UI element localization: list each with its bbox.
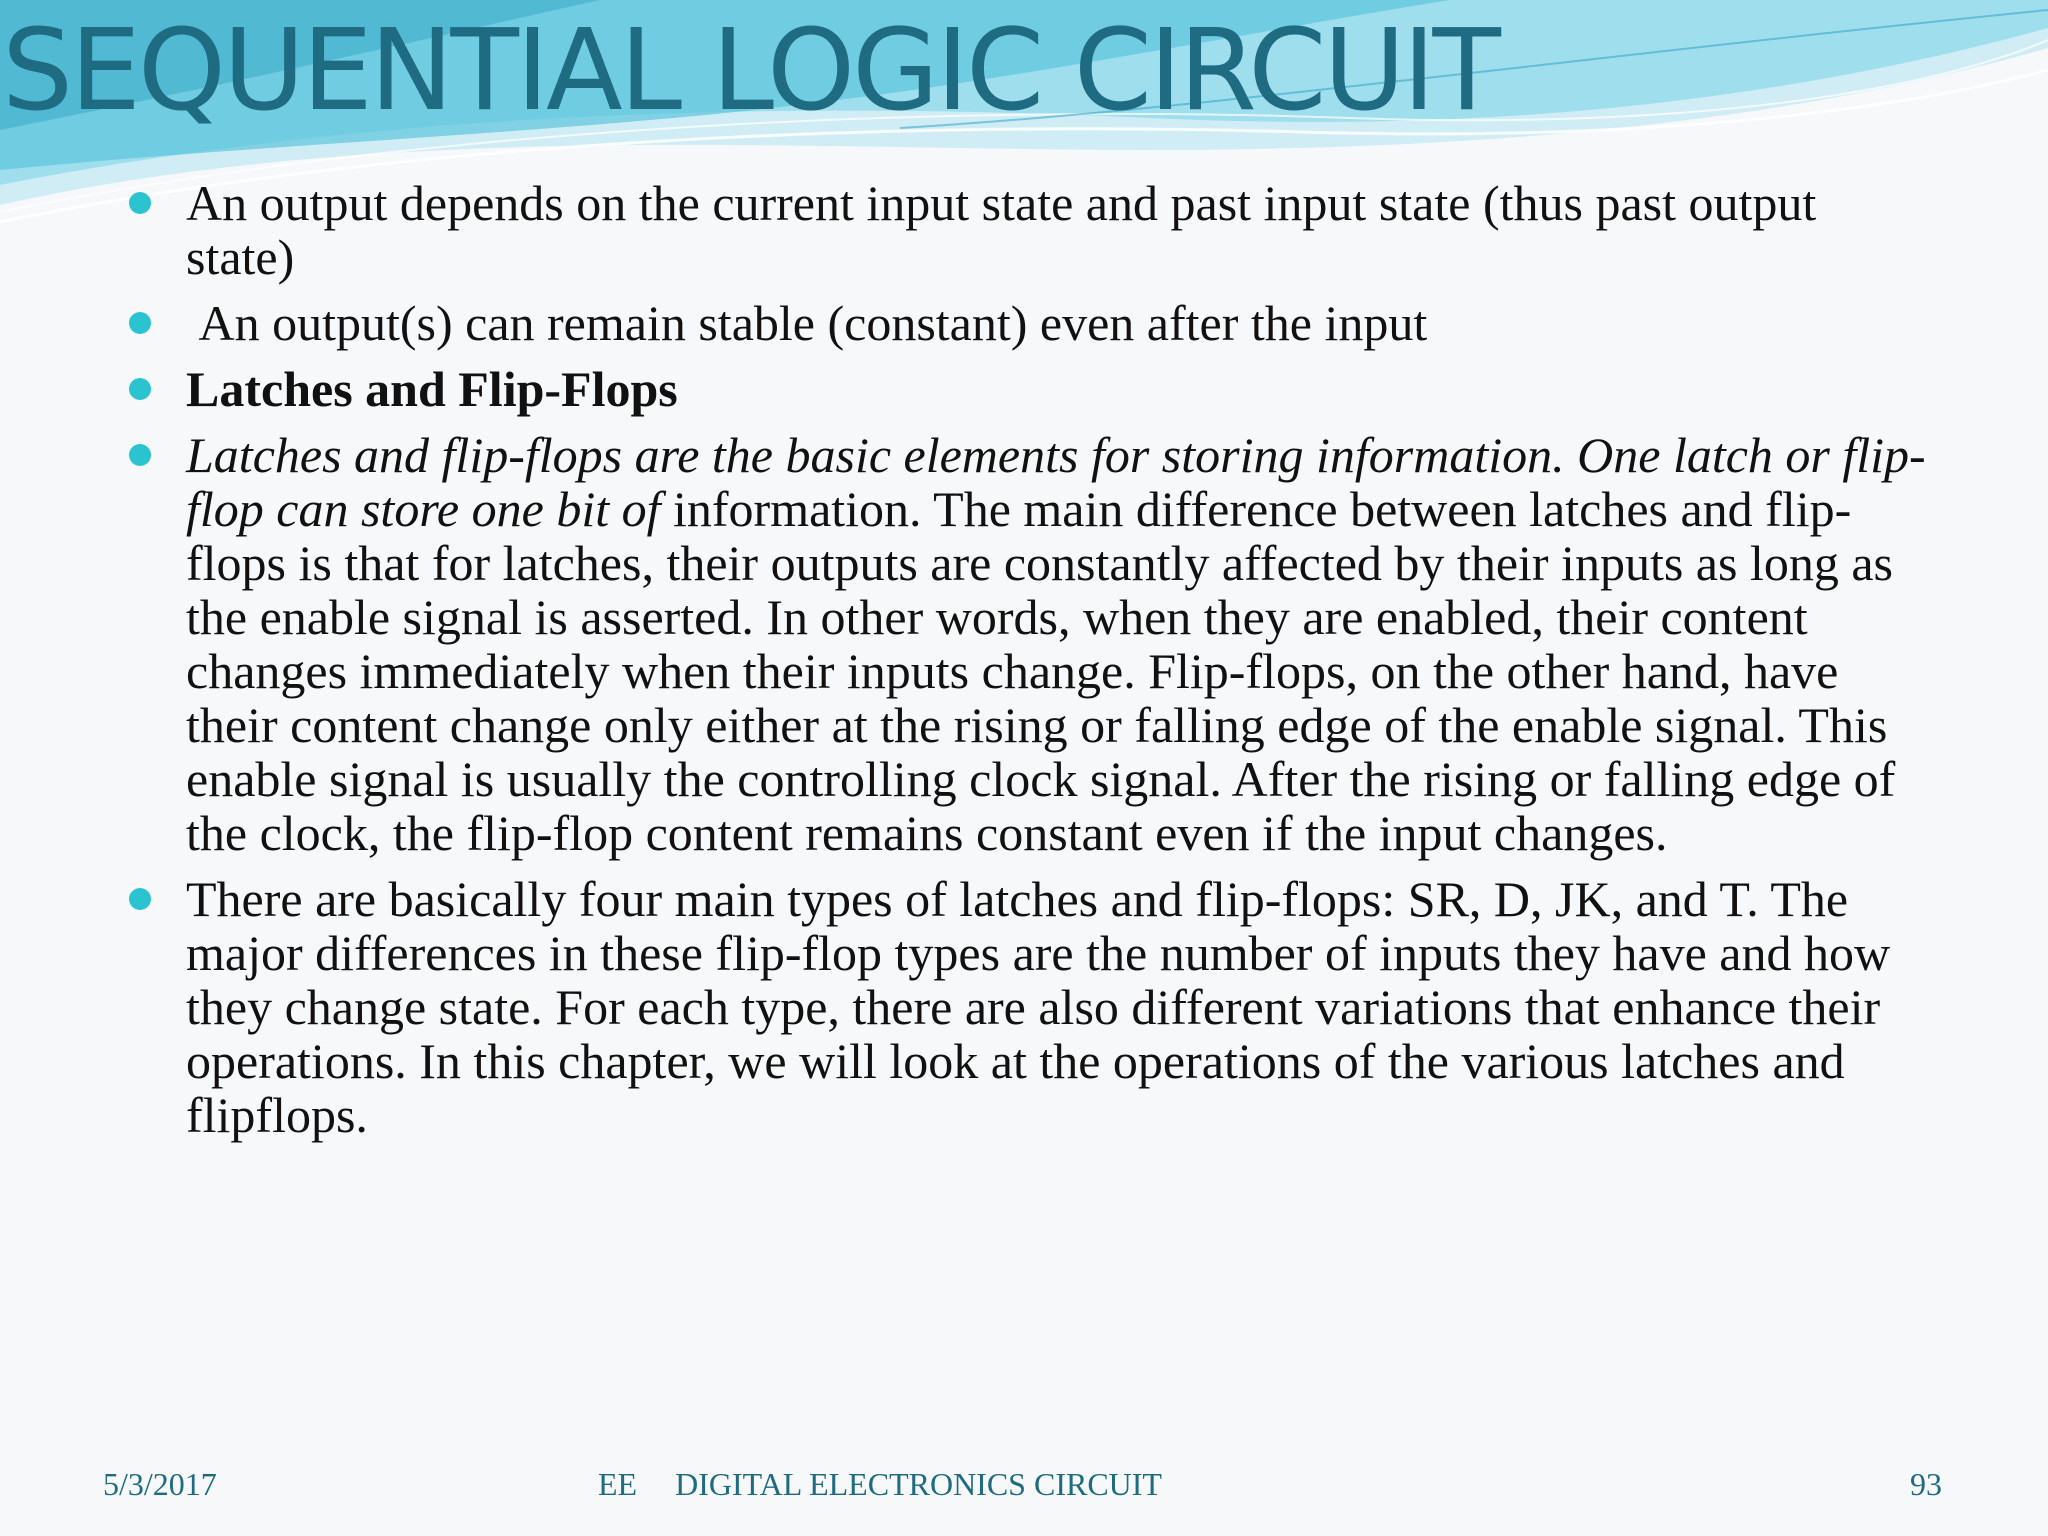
bullet-output-stable: [128, 296, 1928, 350]
footer-page-number: 93: [1910, 1466, 1942, 1502]
bullet-dot-icon: [129, 192, 151, 214]
bullet-text: An output(s) can remain stable (constant) even after the input: [186, 295, 1428, 351]
footer-date: 5/3/2017: [103, 1466, 217, 1502]
bullet-flipflop-types: [128, 872, 1928, 1142]
bullet-dot-icon: [129, 378, 151, 400]
slide-title: SEQUENTIAL LOGIC CIRCUIT: [2, 6, 1498, 136]
bullet-dot-icon: [129, 312, 151, 334]
bullet-dot-icon: [129, 444, 151, 466]
bullet-text: An output depends on the current input state and past input state (thus past output state): [186, 175, 1817, 285]
bullet-output-depends: [128, 176, 1928, 284]
bullet-latches-heading: [128, 362, 1928, 416]
bullet-text: There are basically four main types of latches and flip-flops: SR, D, JK, and T. The major differences in these flip-flop types are the number of inputs they have and how they change state. For each type, there are also different variations that enhance their operations. In this chapter, we will look at the operations of the various latches and flipflops.: [186, 871, 1891, 1143]
bullet-text: Latches and Flip-Flops: [186, 361, 678, 417]
bullet-dot-icon: [129, 888, 151, 910]
bullet-latches-description: [128, 428, 1928, 860]
footer-course-name: DIGITAL ELECTRONICS CIRCUIT: [675, 1466, 1162, 1502]
footer-course: [598, 1466, 1162, 1503]
bullet-list: [128, 176, 1928, 1142]
footer-dept: EE: [598, 1466, 638, 1502]
bullet-text-italic: Latches and flip-flops are the basic elements for storing information. One latch or flip-flop can store one bit of: [186, 427, 1926, 537]
slide-content: [128, 176, 1928, 1154]
bullet-text: information. The main difference between latches and flip-flops is that for latches, their outputs are constantly affected by their inputs as long as the enable signal is asserted. In other words, when they are enabled, their content changes immediately when their inputs change. Flip-flops, on the other hand, have their content change only either at the rising or falling edge of the enable signal. This enable signal is usually the controlling clock signal. After the rising or falling edge of the clock, the flip-flop content remains constant even if the input changes.: [186, 481, 1896, 861]
